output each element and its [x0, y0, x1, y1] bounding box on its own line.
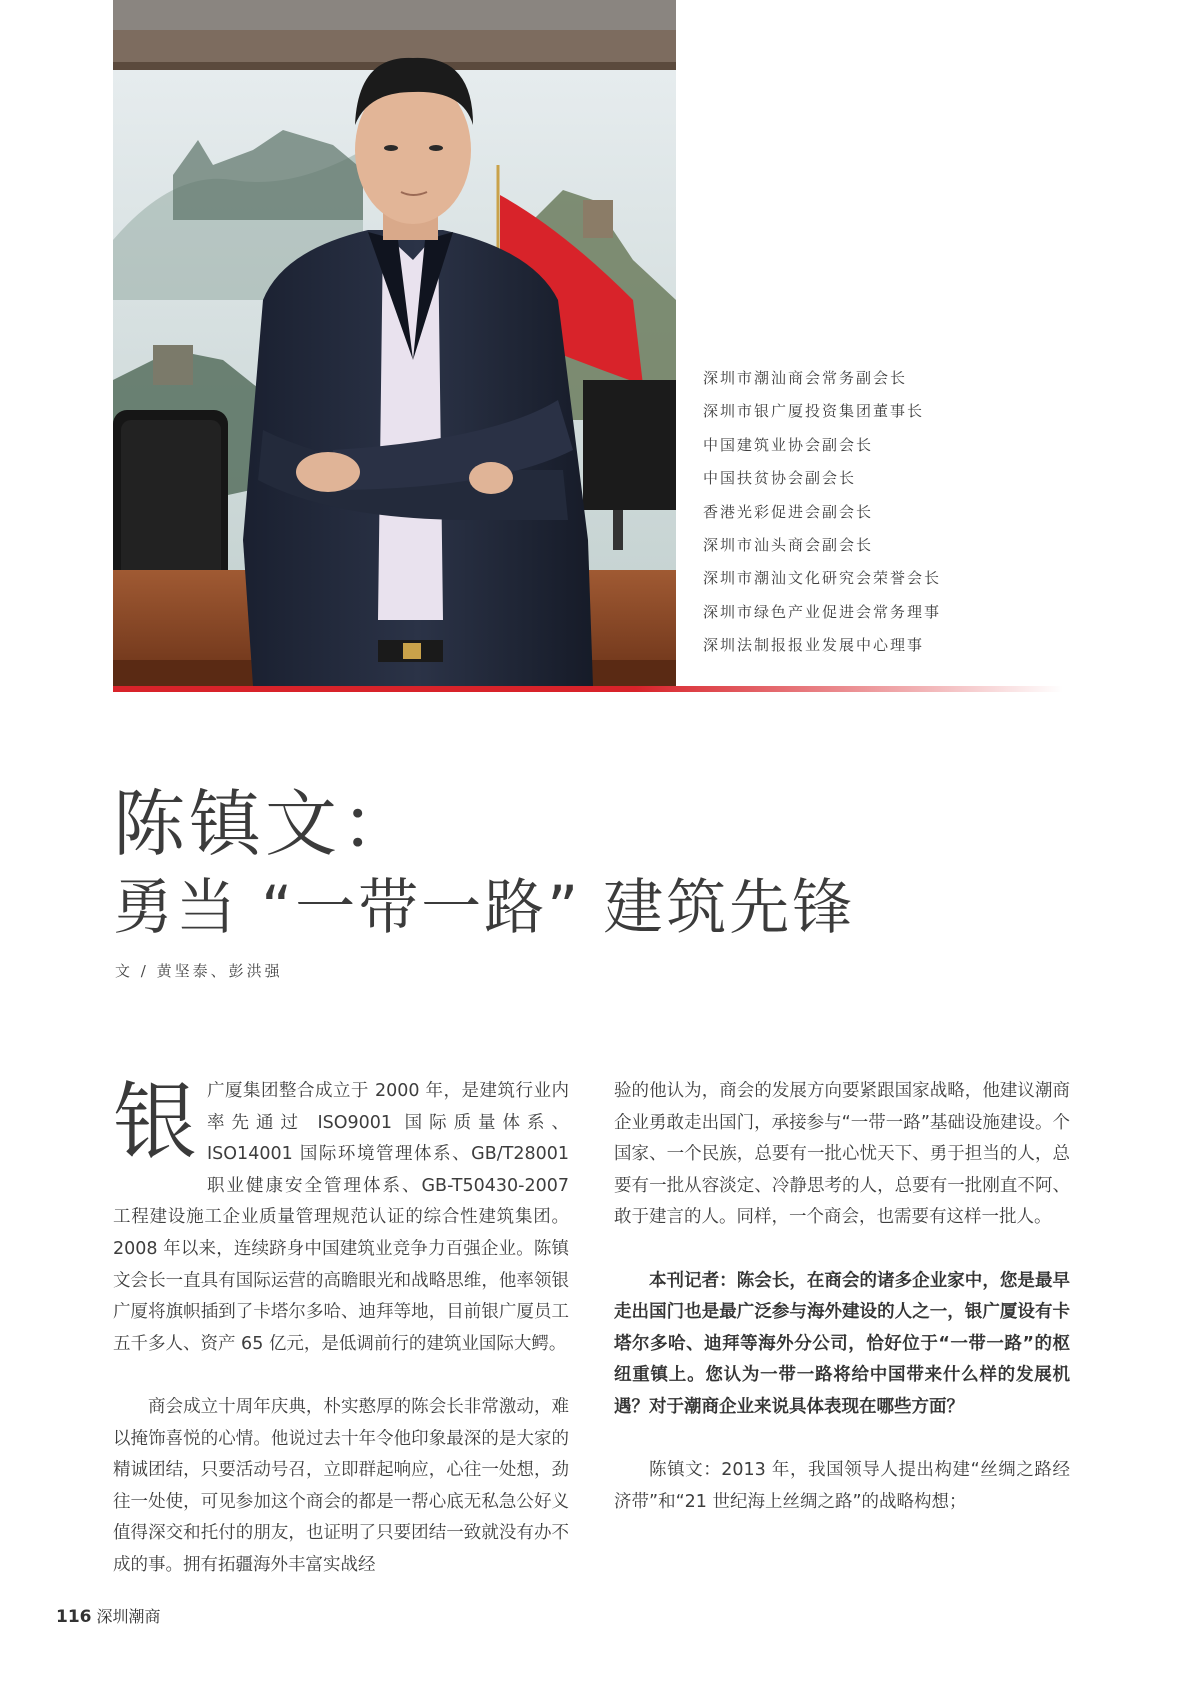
position-item: 深圳市绿色产业促进会常务理事 — [703, 602, 942, 621]
positions-list — [703, 362, 941, 663]
position-item: 深圳市潮汕文化研究会荣誉会长 — [703, 569, 942, 588]
position-item: 深圳市银广厦投资集团董事长 — [703, 402, 925, 421]
position-item: 深圳市汕头商会副会长 — [703, 535, 874, 554]
publication-name: 深圳潮商 — [96, 1607, 161, 1626]
drop-cap: 银 — [113, 1073, 198, 1171]
portrait-photo — [113, 0, 676, 686]
body-column-left — [113, 1073, 569, 1582]
position-item: 香港光彩促进会副会长 — [703, 502, 874, 521]
interview-answer: 陈镇文：2013 年，我国领导人提出构建“丝绸之路经济带”和“21 世纪海上丝绸之路”的战略构想； — [614, 1460, 1070, 1512]
paragraph-text: 广厦集团整合成立于 2000 年，是建筑行业内率先通过 ISO9001 国际质量体系、ISO14001 国际环境管理体系、GB/T28001 职业健康安全管理体系、GB-T50430-2007 工程建设施工企业质量管理规范认证的综合性建筑集团。2008 年以来，连续跻身中国建筑业竞争力百强企业。陈镇文会长一直具有国际运营的高瞻眼光和战略思维，他率领银广厦将旗帜插到了卡塔尔多哈、迪拜等地，目前银广厦员工五千多人、资产 65 亿元，是低调前行的建筑业国际大鳄。 — [113, 1081, 569, 1354]
byline: 文 / 黄坚泰、彭洪强 — [115, 962, 283, 980]
paragraph — [113, 1073, 569, 1360]
accent-rule — [113, 686, 1063, 692]
paragraph: 验的他认为，商会的发展方向要紧跟国家战略，他建议潮商企业勇敢走出国门，承接参与“一带一路”基础设施建设。个国家、一个民族，总要有一批心忧天下、勇于担当的人，总要有一批从容淡定、冷静思考的人，总要有一批刚直不阿、敢于建言的人。同样，一个商会，也需要有这样一批人。 — [614, 1081, 1070, 1228]
position-item: 中国建筑业协会副会长 — [703, 435, 874, 454]
article-headline: 陈镇文： — [113, 782, 418, 866]
article-subheadline: 勇当 “一带一路” 建筑先锋 — [113, 873, 856, 943]
body-column-right — [614, 1076, 1070, 1518]
position-item: 中国扶贫协会副会长 — [703, 469, 857, 488]
page-number: 116 — [56, 1607, 92, 1627]
position-item: 深圳法制报报业发展中心理事 — [703, 636, 925, 655]
page-footer — [56, 1604, 161, 1627]
paragraph: 商会成立十周年庆典，朴实憨厚的陈会长非常激动，难以掩饰喜悦的心情。他说过去十年令他印象最深的是大家的精诚团结，只要活动号召，立即群起响应，心往一处想，劲往一处使，可见参加这个商会的都是一帮心底无私急公好义值得深交和托付的朋友，也证明了只要团结一致就没有办不成的事。拥有拓疆海外丰富实战经 — [113, 1396, 569, 1575]
interview-question: 本刊记者：陈会长，在商会的诸多企业家中，您是最早走出国门也是最广泛参与海外建设的人之一，银广厦设有卡塔尔多哈、迪拜等海外分公司，恰好位于“一带一路”的枢纽重镇上。您认为一带一路将给中国带来什么样的发展机遇？对于潮商企业来说具体表现在哪些方面？ — [614, 1270, 1070, 1417]
position-item: 深圳市潮汕商会常务副会长 — [703, 369, 908, 387]
